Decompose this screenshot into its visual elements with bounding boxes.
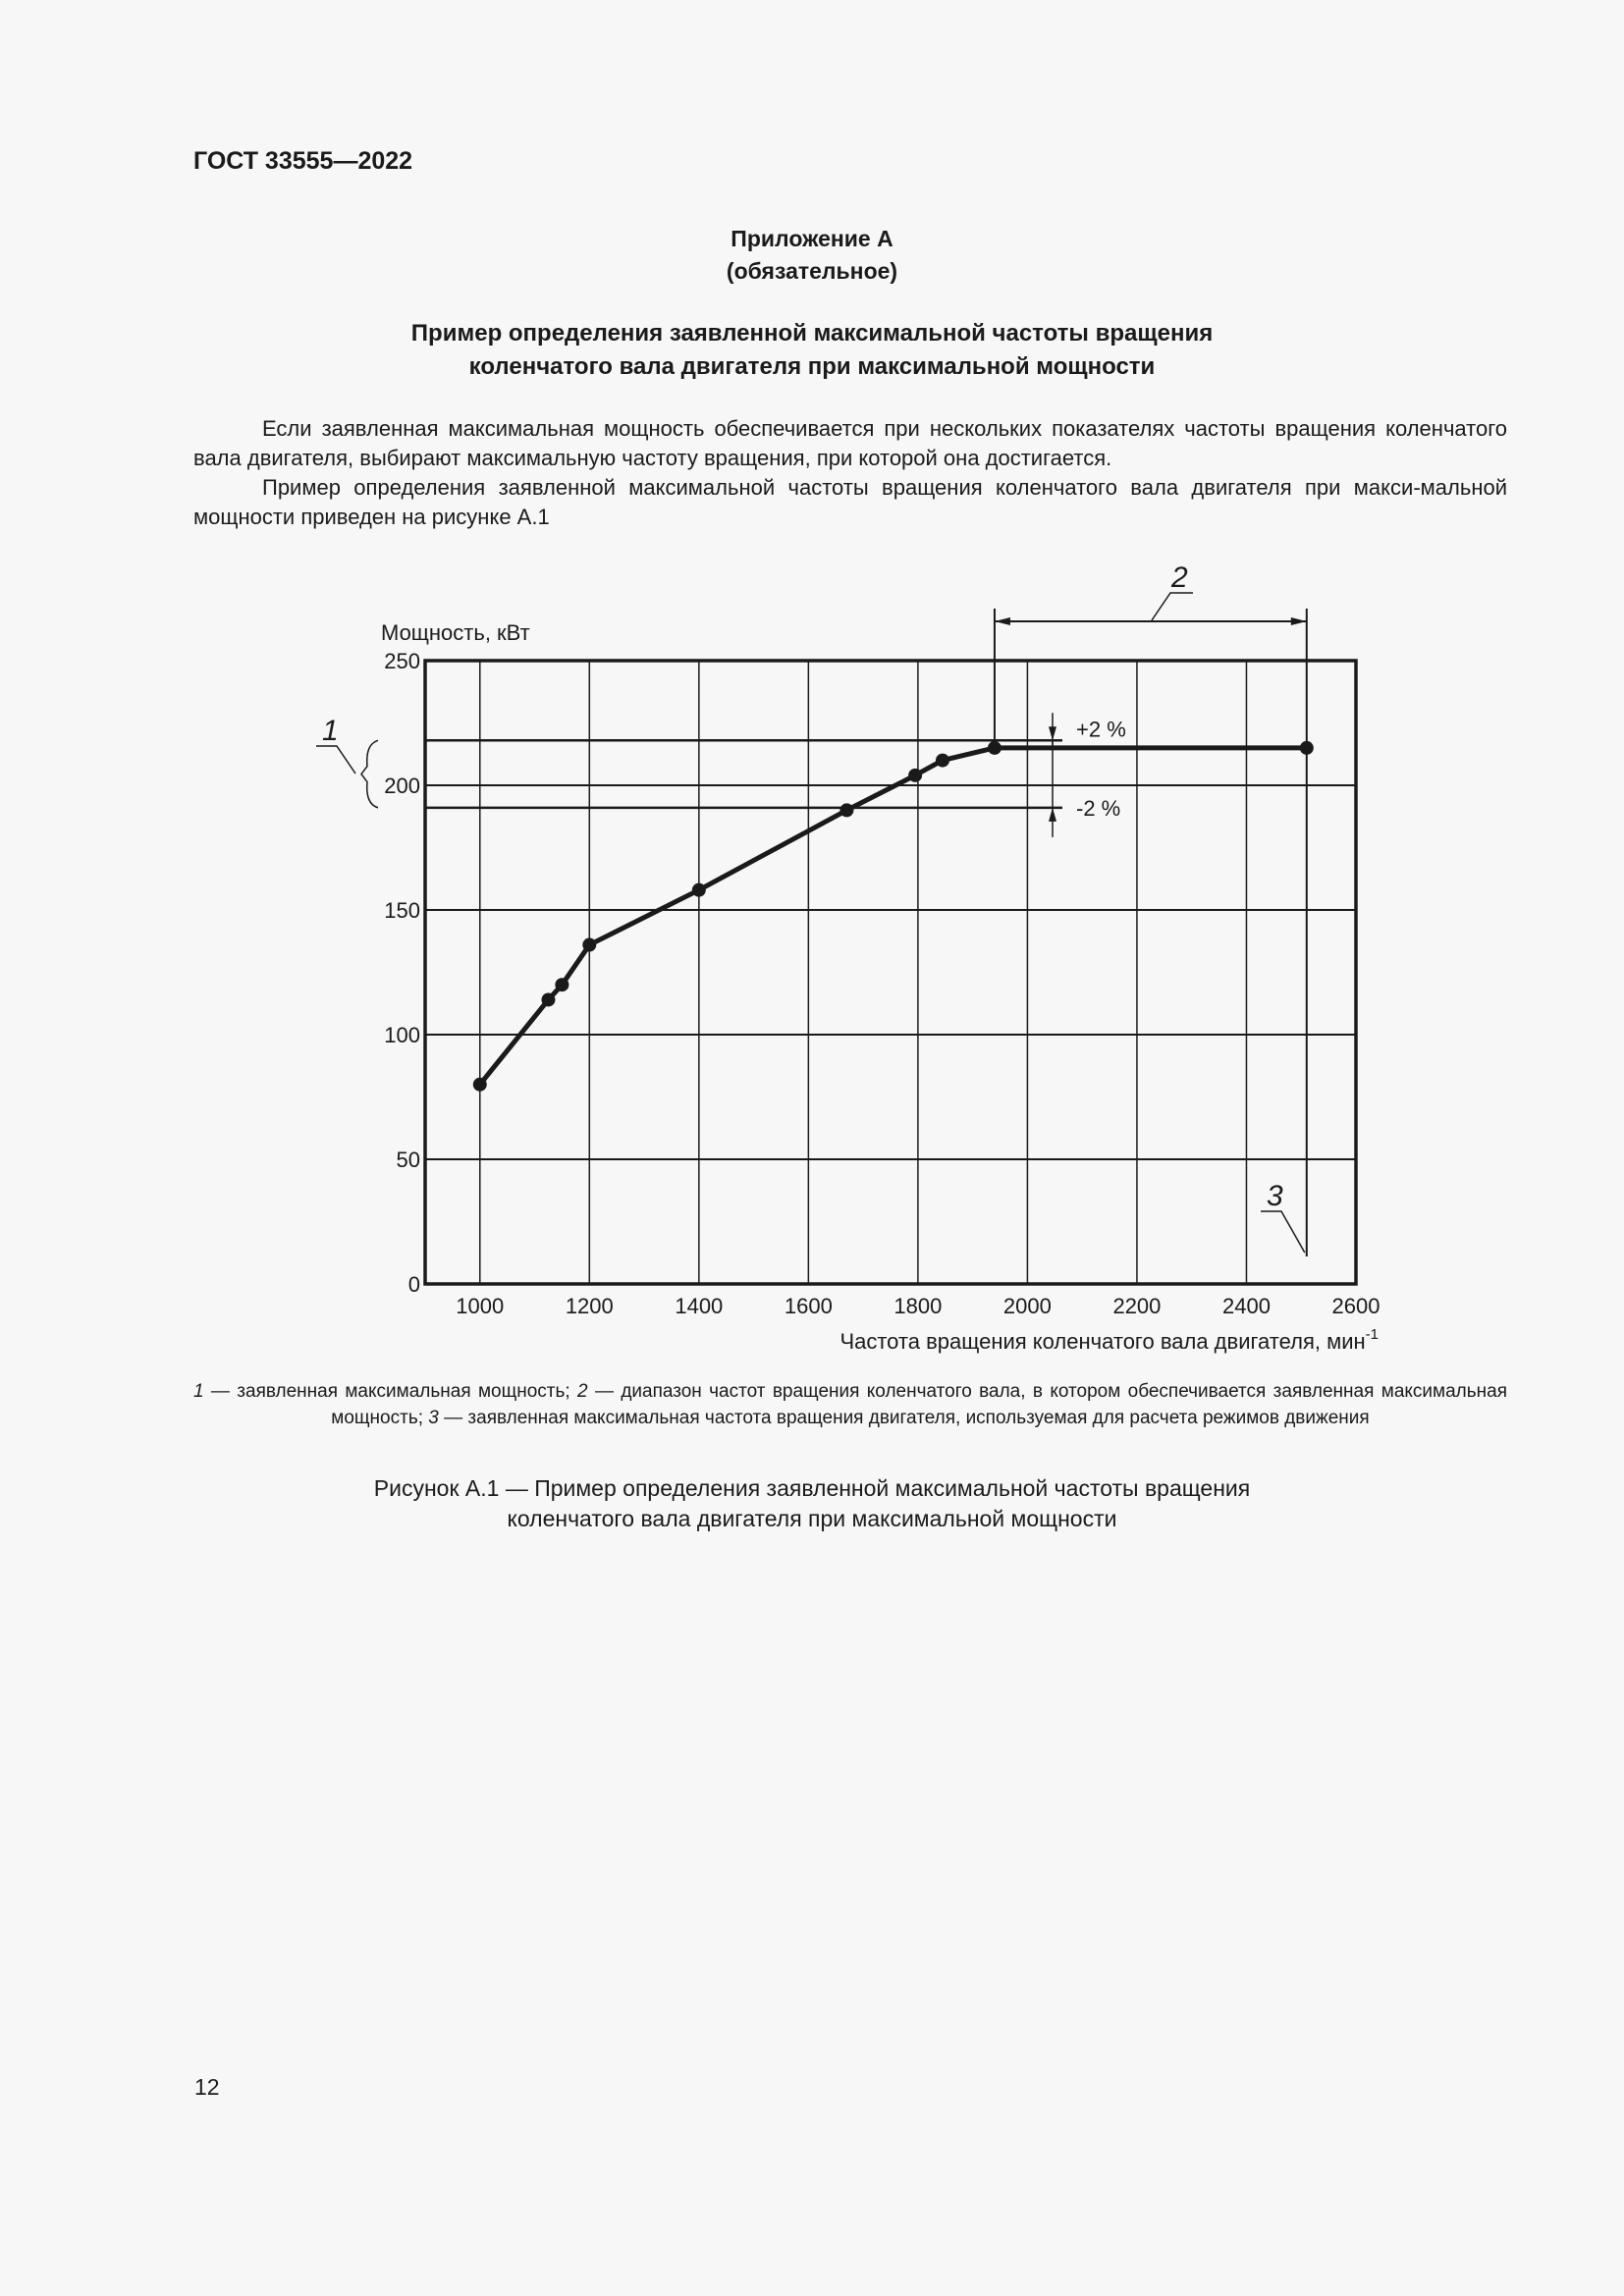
arrowhead-icon bbox=[995, 617, 1010, 625]
data-point bbox=[936, 754, 949, 768]
legend-text-2: — диапазон частот вращения коленчатого вала, в котором обеспечивается заявленная максимальная мощность; bbox=[331, 1381, 1507, 1428]
annotation-2: 2 bbox=[1171, 561, 1188, 594]
x-axis-unit-exponent: -1 bbox=[1365, 1326, 1379, 1343]
annotation-1-leader bbox=[316, 746, 355, 774]
data-point bbox=[555, 978, 568, 991]
data-point bbox=[473, 1078, 487, 1092]
legend-text-1: — заявленная максимальная мощность; bbox=[203, 1381, 578, 1402]
data-point bbox=[541, 992, 555, 1006]
data-point bbox=[692, 883, 706, 897]
annotation-3: 3 bbox=[1267, 1180, 1283, 1212]
appendix-status: (обязательное) bbox=[726, 258, 898, 284]
y-tick-label: 200 bbox=[384, 774, 420, 798]
x-axis-label: Частота вращения коленчатого вала двигателя, мин bbox=[839, 1329, 1366, 1354]
data-point bbox=[908, 769, 922, 782]
y-tick-label: 250 bbox=[384, 649, 420, 673]
annotation-3-leader bbox=[1261, 1211, 1305, 1253]
legend-key-3: 3 bbox=[428, 1408, 439, 1428]
figure-caption-line-2: коленчатого вала двигателя при максимальной мощности bbox=[507, 1506, 1117, 1531]
x-tick-label: 2400 bbox=[1221, 1294, 1271, 1318]
chart-grid bbox=[425, 661, 1356, 1284]
paragraph-2: Пример определения заявленной максимальной частоты вращения коленчатого вала двигателя при макси-мальной мощности приведен на рисунке А.1 bbox=[193, 475, 1507, 529]
x-tick-label: 1000 bbox=[456, 1294, 505, 1318]
arrowhead-icon bbox=[1291, 617, 1307, 625]
x-tick-label: 1200 bbox=[565, 1294, 614, 1318]
data-point bbox=[582, 938, 596, 952]
annotation-2-leader bbox=[1152, 593, 1193, 620]
x-tick-label: 2000 bbox=[1002, 1294, 1052, 1318]
annotation-1: 1 bbox=[322, 715, 339, 747]
chart-series bbox=[473, 741, 1314, 1092]
upper-tolerance-label: +2 % bbox=[1076, 717, 1126, 742]
arrowhead-icon bbox=[1049, 808, 1056, 822]
page-number: 12 bbox=[194, 2074, 220, 2100]
figure-legend bbox=[193, 1378, 1507, 1431]
appendix-title: Приложение А bbox=[731, 226, 893, 251]
lower-tolerance-label: -2 % bbox=[1076, 795, 1121, 821]
data-point bbox=[839, 803, 853, 817]
plot-frame bbox=[425, 661, 1356, 1284]
paragraph-1: Если заявленная максимальная мощность обеспечивается при нескольких показателях частоты вращения коленчатого вала двигателя, выбирают максимальную частоту вращения, при которой она достигается. bbox=[193, 416, 1507, 470]
x-axis-label-group bbox=[839, 1326, 1379, 1354]
y-tick-label: 0 bbox=[407, 1272, 420, 1297]
legend-text-3: — заявленная максимальная частота вращения двигателя, используемая для расчета режимов движения bbox=[438, 1408, 1370, 1428]
x-tick-label: 2600 bbox=[1331, 1294, 1380, 1318]
y-tick-label: 50 bbox=[396, 1148, 420, 1172]
document-code: ГОСТ 33555—2022 bbox=[193, 147, 413, 175]
x-tick-label: 2200 bbox=[1112, 1294, 1162, 1318]
x-tick-label: 1600 bbox=[784, 1294, 833, 1318]
y-tick-label: 100 bbox=[384, 1023, 420, 1047]
annotation-1-brace bbox=[361, 740, 378, 808]
y-axis-label: Мощность, кВт bbox=[381, 620, 530, 645]
y-tick-label: 150 bbox=[384, 898, 420, 923]
legend-key-2: 2 bbox=[577, 1381, 588, 1402]
section-title-line-1: Пример определения заявленной максимальной частоты вращения bbox=[410, 320, 1214, 347]
x-tick-label: 1800 bbox=[893, 1294, 943, 1318]
section-title-line-2: коленчатого вала двигателя при максимальной мощности bbox=[468, 353, 1156, 380]
figure-caption-line-1: Рисунок А.1 — Пример определения заявленной максимальной частоты вращения bbox=[373, 1475, 1251, 1501]
data-point bbox=[1300, 741, 1314, 755]
legend-key-1: 1 bbox=[193, 1381, 204, 1402]
x-tick-label: 1400 bbox=[675, 1294, 724, 1318]
data-point bbox=[988, 741, 1001, 755]
arrowhead-icon bbox=[1049, 726, 1056, 740]
